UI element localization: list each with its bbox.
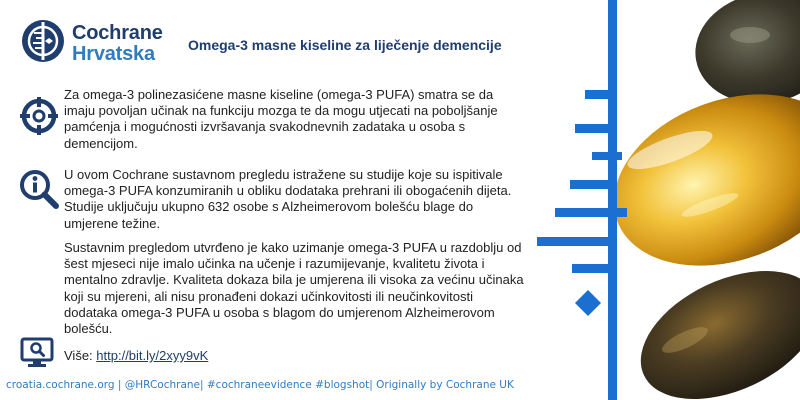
intro-paragraph: Za omega-3 polinezasićene masne kiseline (omega-3 PUFA) smatra se da imaju povoljan učinak na funkciju mozga te da mogu utjecati na poboljšanje pamćenja i mogućnosti izvršavanja svakodnevnih zadataka u osoba s demencijom. [64, 87, 498, 151]
result-paragraph: Sustavnim pregledom utvrđeno je kako uzimanje omega-3 PUFA u razdoblju od šest mjeseci nije imalo učinka na učenje i razumijevanje, kvalitetu života i mentalno zdravlje. Kvaliteta dokaza bila je umjerena ili visoka za većinu učinaka koji su mjereni, ali nisu pronađeni dokazi učinkovitosti ili neučinkovitosti dodataka omega-3 PUFA u osoba s blagom do umjerenom Alzheimerovom bolešću. [64, 240, 524, 337]
logo-name: Cochrane [72, 22, 163, 44]
monitor-search-icon [20, 336, 54, 370]
diamond-icon [575, 290, 601, 316]
method-paragraph: U ovom Cochrane sustavnom pregledu istražene su studije koje su ispitivale omega-3 PUFA konzumiranih u obliku dodataka prehrani ili obogaćenih dijeta. Studije uključuju ukupno 632 osobe s Alzheimerovom bolešću blage do umjerene težine. [64, 167, 512, 231]
cochrane-logo [20, 18, 170, 66]
cochrane-logo-icon [20, 18, 66, 64]
footer-text: croatia.cochrane.org | @HRCochrane| #cochraneevidence #blogshot| Originally by Cochrane UK [6, 379, 514, 391]
forest-plot-decoration [530, 0, 630, 400]
target-icon [18, 95, 60, 137]
more-link[interactable]: http://bit.ly/2xyy9vK [96, 348, 209, 363]
page-title: Omega-3 masne kiseline za liječenje demencije [188, 37, 502, 53]
logo-subname: Hrvatska [72, 43, 155, 65]
magnifier-info-icon [18, 168, 60, 210]
more-label: Više: [64, 348, 97, 363]
more-info [64, 348, 208, 363]
